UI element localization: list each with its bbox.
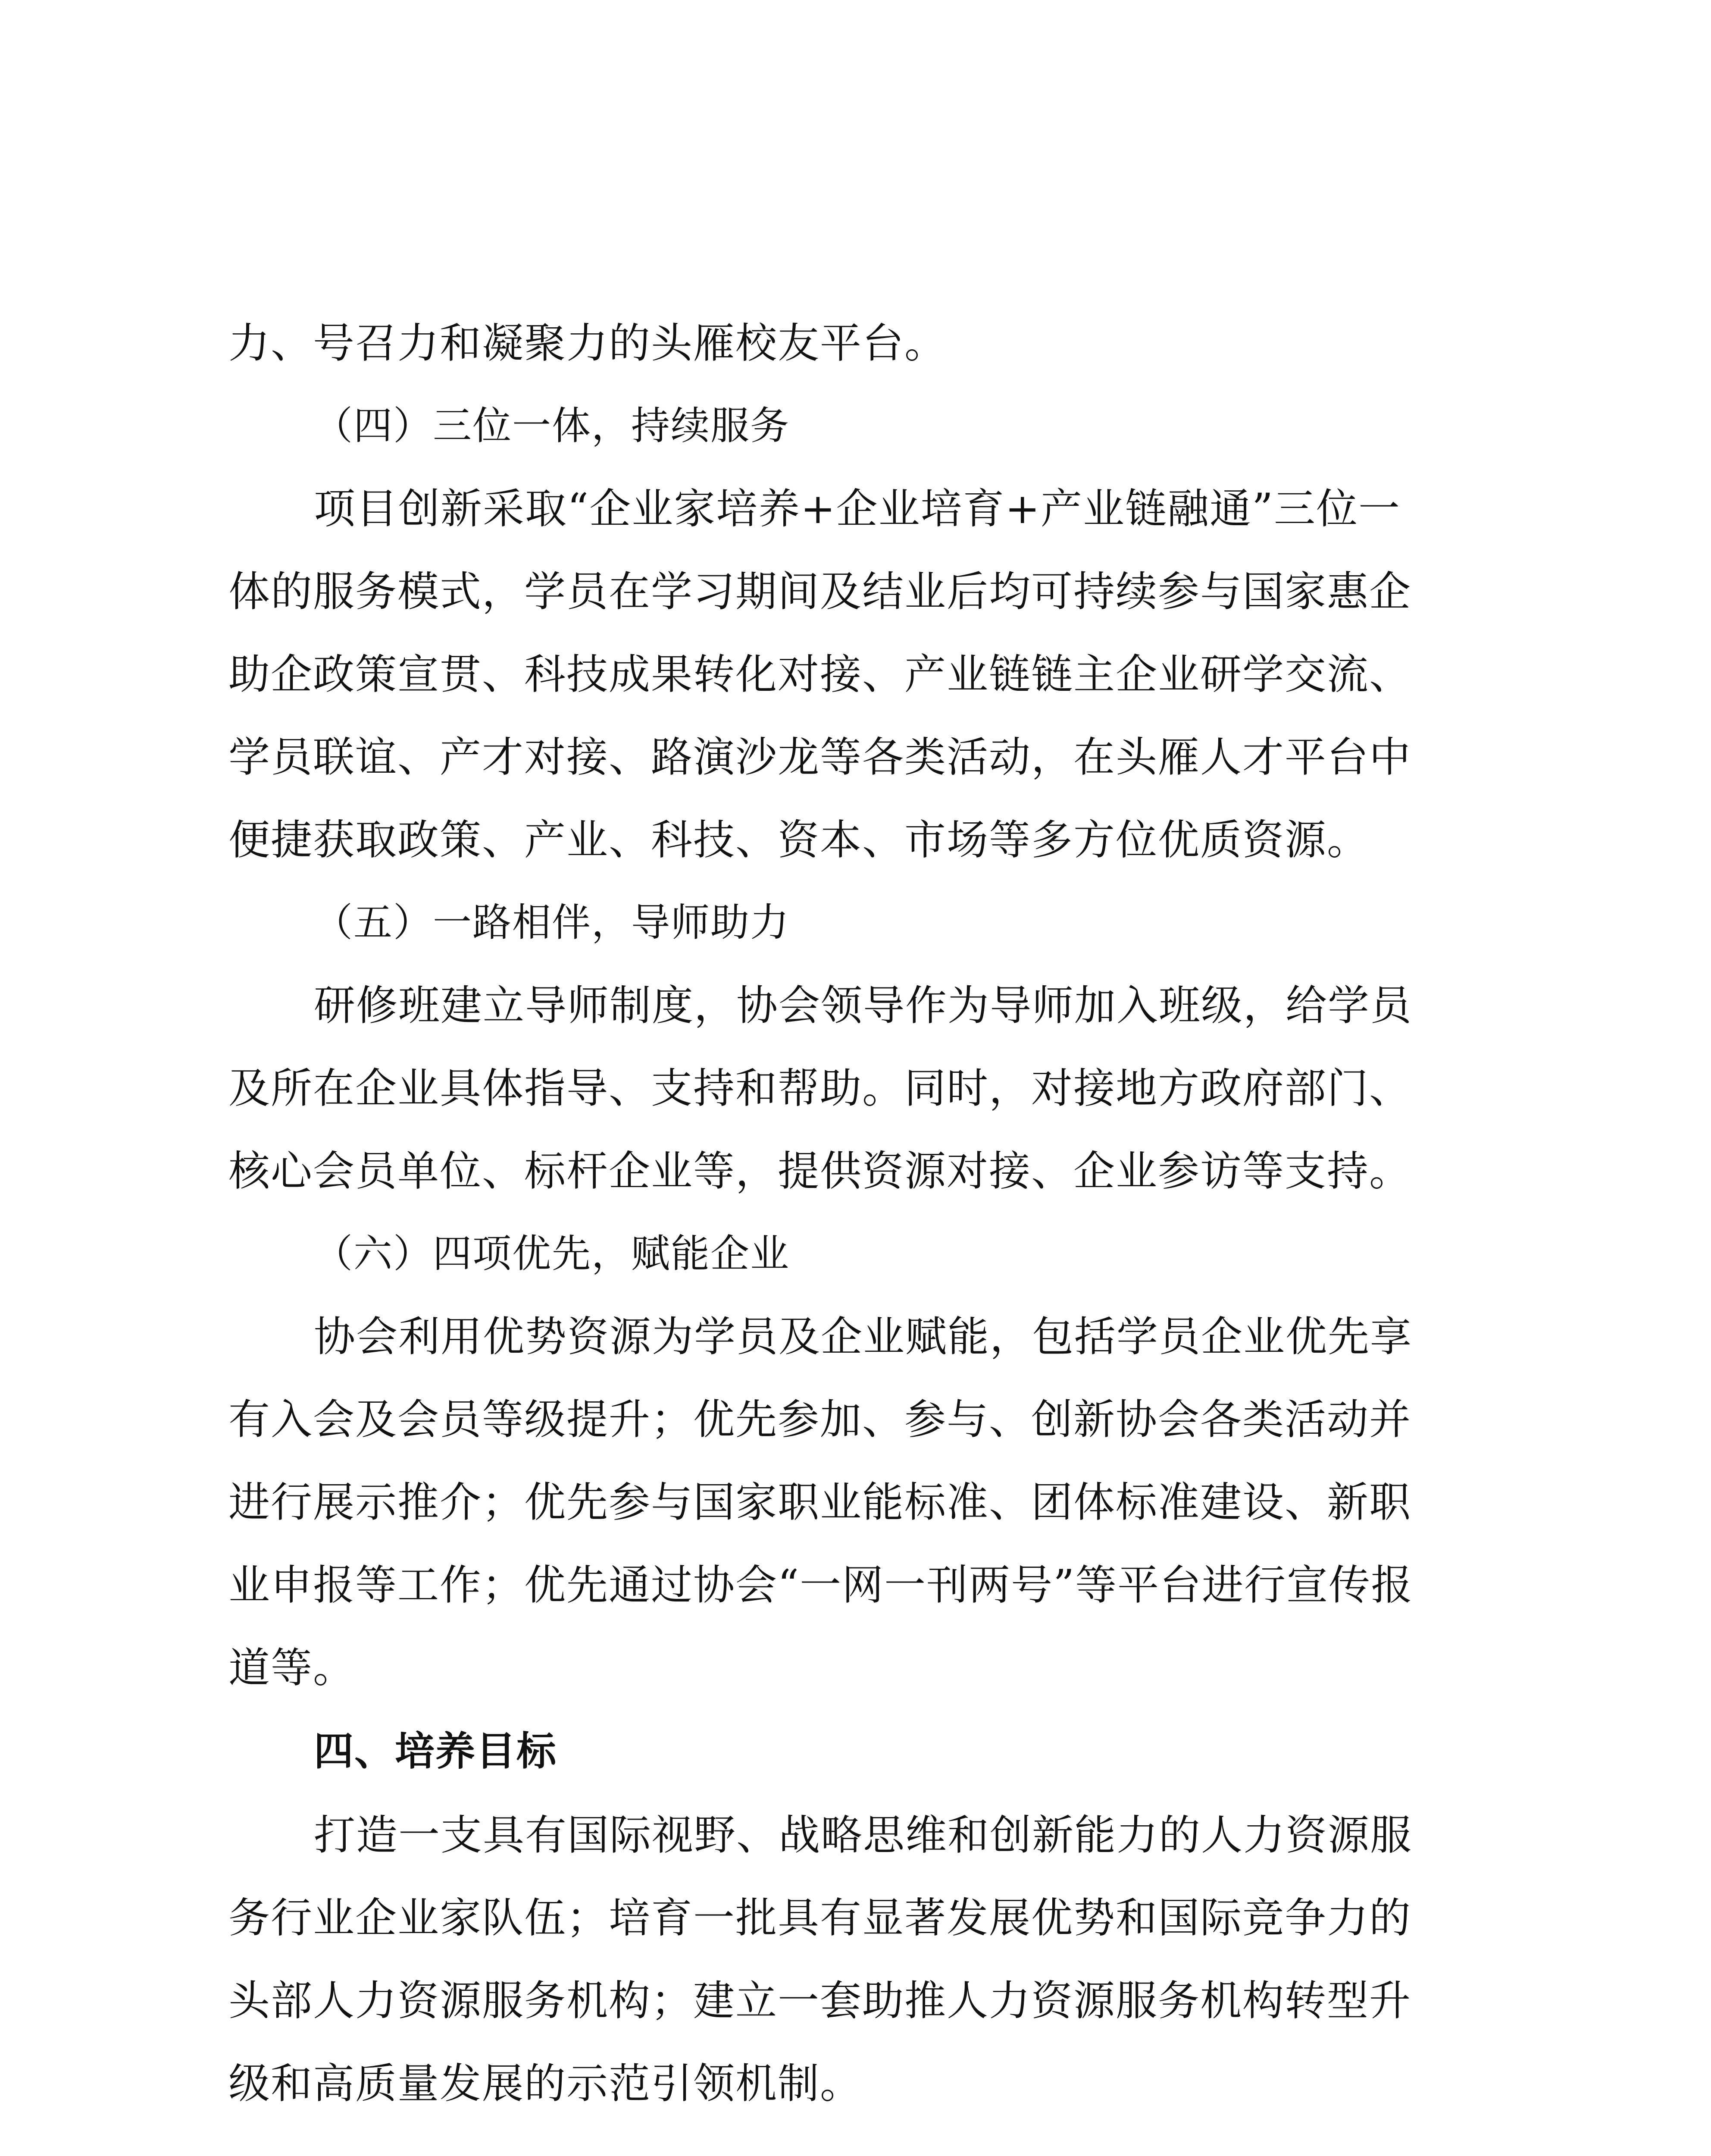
paragraph-line: 头部人力资源服务机构；建立一套助推人力资源服务机构转型升: [228, 1977, 1411, 2025]
paragraph-line: 道等。: [228, 1644, 355, 1692]
paragraph-line: 助企政策宣贯、科技成果转化对接、产业链链主企业研学交流、: [228, 650, 1411, 699]
paragraph-line: 有入会及会员等级提升；优先参加、参与、创新协会各类活动并: [228, 1395, 1411, 1444]
paragraph-line: 学员联谊、产才对接、路演沙龙等各类活动，在头雁人才平台中: [228, 733, 1411, 781]
paragraph-line: 核心会员单位、标杆企业等，提供资源对接、企业参访等支持。: [228, 1147, 1411, 1195]
section-heading-training-goals: 四、培养目标: [314, 1728, 557, 1774]
paragraph-line: 进行展示推介；优先参与国家职业能标准、团体标准建设、新职: [228, 1478, 1411, 1526]
paragraph-line: 力、号召力和凝聚力的头雁校友平台。: [228, 319, 947, 367]
paragraph-line: 打造一支具有国际视野、战略思维和创新能力的人力资源服: [314, 1811, 1412, 1859]
document-body: [228, 302, 1492, 2125]
paragraph-line: 业申报等工作；优先通过协会“一网一刊两号”等平台进行宣传报: [228, 1561, 1414, 1609]
paragraph-line: 务行业企业家队伍；培育一批具有显著发展优势和国际竞争力的: [228, 1894, 1411, 1942]
paragraph-line: 及所在企业具体指导、支持和帮助。同时，对接地方政府部门、: [228, 1064, 1411, 1112]
paragraph-line: 级和高质量发展的示范引领机制。: [228, 2059, 862, 2108]
paragraph-line: 体的服务模式，学员在学习期间及结业后均可持续参与国家惠企: [228, 567, 1411, 616]
section-subheading-4: （四）三位一体，持续服务: [314, 403, 790, 448]
paragraph-line: 协会利用优势资源为学员及企业赋能，包括学员企业优先享: [314, 1313, 1412, 1361]
paragraph-line: 研修班建立导师制度，协会领导作为导师加入班级，给学员: [314, 981, 1412, 1030]
paragraph-line: 项目创新采取“企业家培养+企业培育+产业链融通”三位一: [314, 485, 1401, 533]
section-subheading-5: （五）一路相伴，导师助力: [314, 900, 790, 945]
section-subheading-6: （六）四项优先，赋能企业: [314, 1231, 790, 1276]
paragraph-line: 便捷获取政策、产业、科技、资本、市场等多方位优质资源。: [228, 816, 1369, 864]
